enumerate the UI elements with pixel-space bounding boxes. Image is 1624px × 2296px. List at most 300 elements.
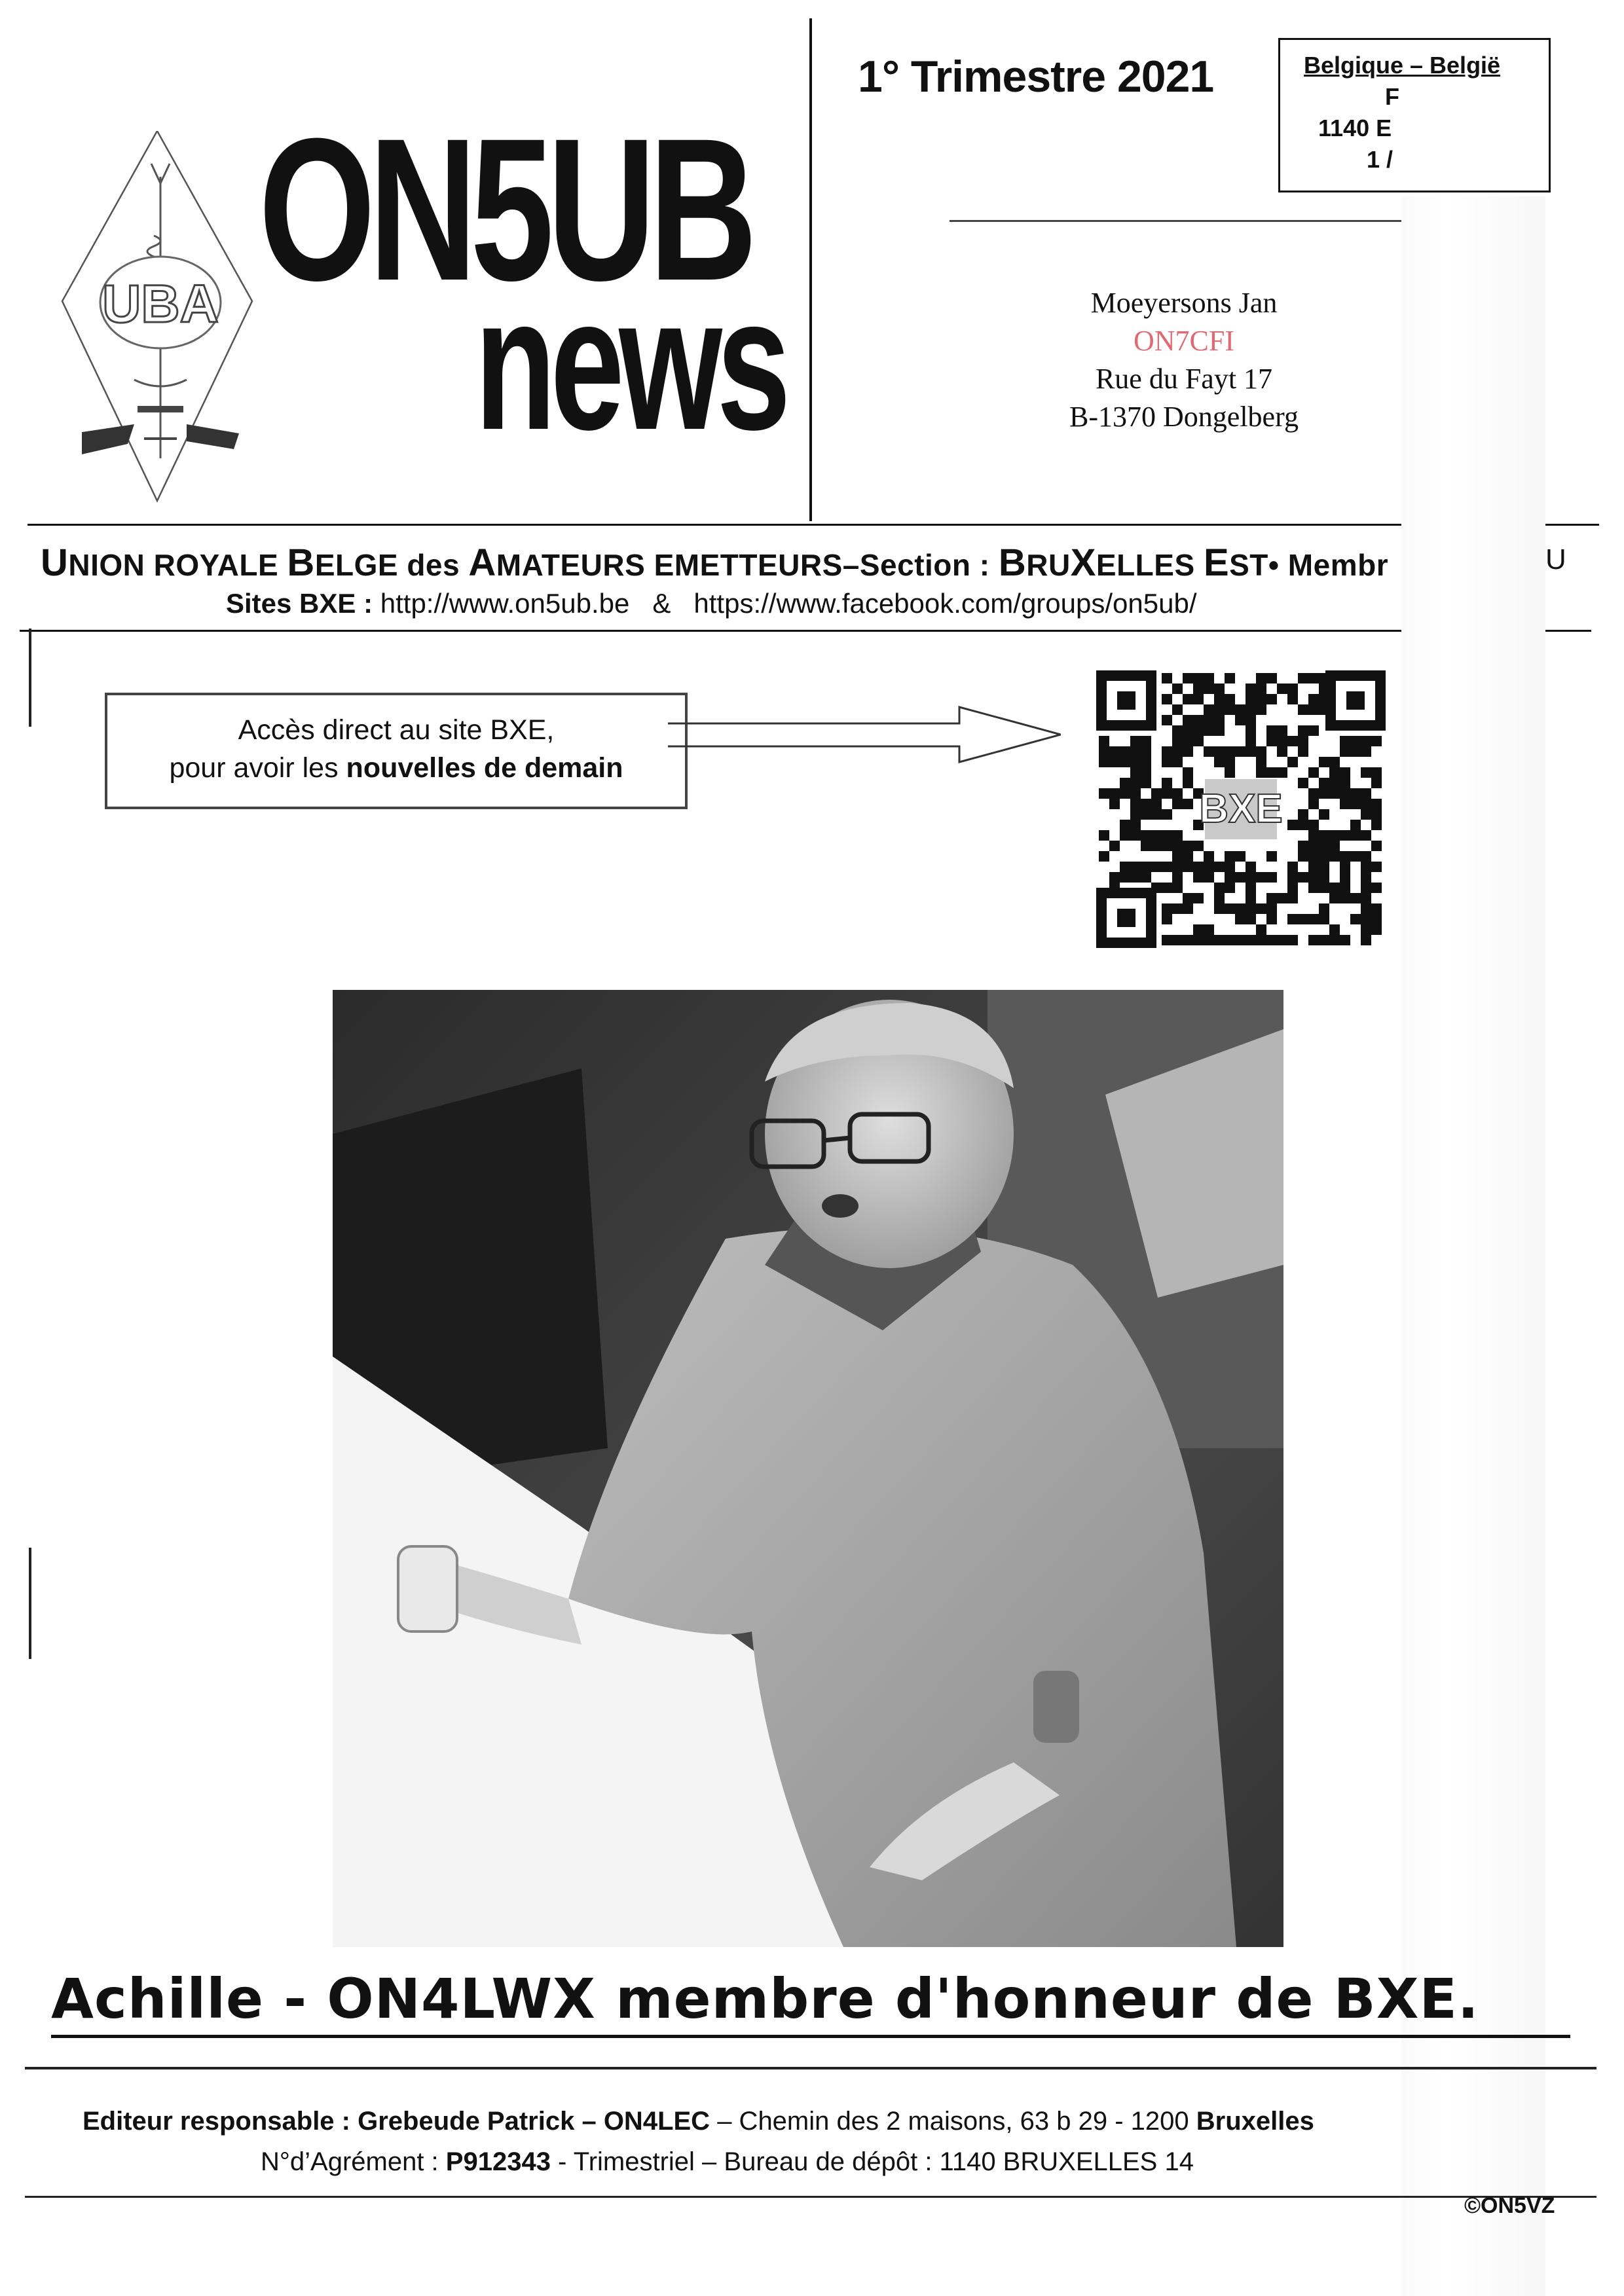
qr-module: [1266, 903, 1277, 914]
qr-module: [1120, 746, 1130, 757]
qr-module: [1162, 862, 1172, 872]
qr-module: [1350, 914, 1361, 924]
sites-ampersand: &: [652, 588, 671, 619]
qr-module: [1120, 862, 1130, 872]
qr-module: [1287, 683, 1298, 694]
qr-module: [1162, 715, 1172, 725]
recipient-name: Moeyersons Jan: [1090, 287, 1278, 319]
qr-module: [1298, 673, 1308, 683]
qr-module: [1308, 788, 1319, 799]
qr-code[interactable]: [1095, 669, 1387, 949]
qr-module: [1298, 841, 1308, 851]
recipient-callsign: ON7CFI: [1133, 325, 1235, 357]
qr-module: [1225, 757, 1235, 767]
qr-module: [1214, 694, 1225, 704]
qr-module: [1109, 788, 1120, 799]
qr-module: [1099, 746, 1109, 757]
qr-module: [1099, 736, 1109, 746]
qr-module: [1120, 820, 1130, 830]
qr-module: [1361, 799, 1371, 809]
qr-module: [1141, 746, 1151, 757]
qr-module: [1109, 872, 1120, 883]
qr-module: [1361, 924, 1371, 935]
footer-rule-top: [25, 2067, 1596, 2069]
qr-module: [1120, 757, 1130, 767]
qr-module: [1256, 683, 1266, 694]
qr-module: [1225, 903, 1235, 914]
qr-module: [1246, 893, 1256, 903]
qr-module: [1256, 694, 1266, 704]
qr-module: [1172, 862, 1183, 872]
qr-module: [1225, 673, 1235, 683]
qr-module: [1361, 809, 1371, 820]
banner-tail: U: [1545, 543, 1566, 575]
qr-module: [1162, 883, 1172, 893]
qr-module: [1183, 715, 1193, 725]
qr-module: [1120, 830, 1130, 841]
qr-module: [1151, 788, 1162, 799]
qr-module: [1183, 725, 1193, 736]
qr-module: [1141, 841, 1151, 851]
qr-module: [1298, 746, 1308, 757]
qr-module: [1319, 788, 1329, 799]
postage-line-1: Belgique – België: [1304, 52, 1501, 79]
qr-module: [1099, 788, 1109, 799]
qr-module: [1183, 903, 1193, 914]
qr-module: [1204, 704, 1214, 715]
qr-module: [1162, 673, 1172, 683]
qr-module: [1308, 872, 1319, 883]
section-banner-sites: [226, 588, 1197, 619]
qr-module: [1287, 935, 1298, 945]
qr-module: [1361, 830, 1371, 841]
qr-module: [1266, 767, 1277, 778]
section-banner-title: UNION ROYALE BELGE des AMATEURS EMETTEURS–Section : BRUXELLES EST• Membr: [41, 541, 1389, 584]
qr-module: [1361, 851, 1371, 862]
qr-module: [1172, 788, 1183, 799]
qr-module: [1246, 872, 1256, 883]
qr-module: [1214, 903, 1225, 914]
qr-module: [1130, 862, 1141, 872]
qr-module: [1340, 883, 1350, 893]
qr-module: [1151, 862, 1162, 872]
qr-module: [1371, 736, 1382, 746]
qr-module: [1162, 830, 1172, 841]
qr-module: [1141, 736, 1151, 746]
qr-module: [1308, 851, 1319, 862]
qr-module: [1235, 872, 1246, 883]
qr-module: [1172, 872, 1183, 883]
qr-module: [1141, 799, 1151, 809]
callout-line-1: Accès direct au site BXE,: [238, 714, 555, 746]
qr-module: [1308, 799, 1319, 809]
qr-module: [1266, 893, 1277, 903]
uba-logo-text: UBA: [102, 274, 219, 334]
qr-module: [1246, 704, 1256, 715]
postage-box: [1278, 38, 1551, 192]
qr-module: [1350, 746, 1361, 757]
qr-module: [1361, 903, 1371, 914]
qr-module: [1298, 778, 1308, 788]
qr-module: [1109, 841, 1120, 851]
postage-line-4: 1 /: [1367, 146, 1393, 173]
qr-module: [1204, 715, 1214, 725]
qr-module: [1162, 841, 1172, 851]
qr-module: [1172, 746, 1183, 757]
qr-module: [1130, 872, 1141, 883]
qr-module: [1256, 872, 1266, 883]
qr-module: [1151, 841, 1162, 851]
qr-module: [1361, 883, 1371, 893]
qr-module: [1319, 872, 1329, 883]
qr-module: [1371, 883, 1382, 893]
direct-access-callout: [105, 693, 688, 809]
qr-module: [1246, 935, 1256, 945]
recipient-city: B-1370 Dongelberg: [1069, 401, 1299, 433]
qr-module: [1308, 673, 1319, 683]
site-link-facebook[interactable]: https://www.facebook.com/groups/on5ub/: [693, 588, 1197, 619]
qr-module: [1193, 683, 1204, 694]
qr-module: [1141, 872, 1151, 883]
qr-module: [1162, 778, 1172, 788]
qr-module: [1329, 883, 1340, 893]
qr-module: [1371, 841, 1382, 851]
qr-module: [1308, 883, 1319, 893]
qr-module: [1214, 746, 1225, 757]
qr-module: [1141, 830, 1151, 841]
qr-module: [1130, 820, 1141, 830]
qr-module: [1130, 830, 1141, 841]
qr-module: [1214, 704, 1225, 715]
qr-module: [1361, 935, 1371, 945]
qr-module: [1235, 704, 1246, 715]
qr-module: [1340, 746, 1350, 757]
qr-module: [1193, 872, 1204, 883]
qr-module: [1256, 757, 1266, 767]
qr-module: [1099, 830, 1109, 841]
qr-module: [1183, 841, 1193, 851]
qr-module: [1277, 893, 1287, 903]
qr-module: [1172, 935, 1183, 945]
qr-module: [1361, 746, 1371, 757]
punch-mark-top: [29, 629, 31, 727]
qr-module: [1214, 683, 1225, 694]
masthead-news: news: [475, 257, 786, 469]
qr-module: [1371, 820, 1382, 830]
qr-module: [1172, 725, 1183, 736]
qr-module: [1193, 694, 1204, 704]
qr-module: [1225, 704, 1235, 715]
qr-module: [1371, 809, 1382, 820]
qr-module: [1204, 725, 1214, 736]
qr-module: [1371, 903, 1382, 914]
masthead-title: [259, 96, 809, 478]
qr-module: [1130, 746, 1141, 757]
qr-module: [1371, 924, 1382, 935]
qr-module: [1329, 767, 1340, 778]
qr-module: [1214, 725, 1225, 736]
recipient-address: [1014, 284, 1354, 436]
qr-module: [1371, 914, 1382, 924]
qr-module: [1319, 841, 1329, 851]
qr-module: [1256, 704, 1266, 715]
qr-module: [1225, 694, 1235, 704]
registration-line: N°d’Agrément : P912343 - Trimestriel – Bureau de dépôt : 1140 BRUXELLES 14: [261, 2147, 1194, 2176]
qr-module: [1099, 851, 1109, 862]
qr-module: [1225, 883, 1235, 893]
qr-module: [1193, 862, 1204, 872]
qr-module: [1298, 809, 1308, 820]
qr-module: [1193, 841, 1204, 851]
qr-module: [1109, 757, 1120, 767]
qr-module: [1109, 799, 1120, 809]
qr-module: [1361, 788, 1371, 799]
qr-module: [1340, 893, 1350, 903]
masthead-on5ub: ON5UB: [259, 96, 751, 323]
qr-module: [1204, 862, 1214, 872]
qr-module: [1266, 935, 1277, 945]
qr-module: [1266, 673, 1277, 683]
qr-module: [1130, 736, 1141, 746]
qr-module: [1183, 694, 1193, 704]
uba-logo: [56, 131, 259, 504]
qr-module: [1193, 935, 1204, 945]
qr-module: [1235, 746, 1246, 757]
qr-module: [1340, 851, 1350, 862]
qr-module: [1246, 725, 1256, 736]
qr-module: [1266, 736, 1277, 746]
address-rule: [950, 220, 1404, 222]
qr-module: [1319, 830, 1329, 841]
issue-period: 1° Trimestre 2021: [858, 52, 1214, 101]
qr-module: [1183, 862, 1193, 872]
qr-module: [1298, 872, 1308, 883]
qr-module: [1308, 820, 1319, 830]
qr-module: [1329, 924, 1340, 935]
qr-module: [1172, 851, 1183, 862]
qr-module: [1246, 683, 1256, 694]
qr-module: [1371, 767, 1382, 778]
qr-module: [1120, 872, 1130, 883]
qr-module: [1266, 725, 1277, 736]
qr-module: [1141, 809, 1151, 820]
qr-module: [1340, 830, 1350, 841]
qr-module: [1193, 725, 1204, 736]
qr-module: [1266, 872, 1277, 883]
qr-module: [1256, 767, 1266, 778]
qr-module: [1319, 809, 1329, 820]
qr-module: [1183, 778, 1193, 788]
qr-module: [1141, 778, 1151, 788]
qr-module: [1183, 893, 1193, 903]
qr-center-label: BXE: [1199, 786, 1283, 831]
qr-module: [1287, 872, 1298, 883]
qr-module: [1350, 820, 1361, 830]
qr-module: [1340, 788, 1350, 799]
qr-module: [1298, 851, 1308, 862]
qr-module: [1246, 914, 1256, 924]
qr-module: [1256, 673, 1266, 683]
qr-module: [1141, 757, 1151, 767]
qr-module: [1183, 736, 1193, 746]
qr-module: [1204, 924, 1214, 935]
qr-module: [1256, 924, 1266, 935]
qr-module: [1204, 683, 1214, 694]
qr-module: [1235, 715, 1246, 725]
qr-module: [1340, 736, 1350, 746]
portrait-photo: [333, 990, 1283, 1947]
qr-module: [1204, 673, 1214, 683]
qr-module: [1277, 725, 1287, 736]
qr-module: [1298, 704, 1308, 715]
qr-module: [1246, 883, 1256, 893]
qr-module: [1319, 778, 1329, 788]
qr-module: [1172, 841, 1183, 851]
qr-module: [1319, 851, 1329, 862]
qr-module: [1329, 757, 1340, 767]
banner-rule-bottom: [20, 630, 1591, 632]
qr-module: [1162, 788, 1172, 799]
qr-module: [1193, 924, 1204, 935]
qr-module: [1162, 757, 1172, 767]
qr-module: [1225, 935, 1235, 945]
qr-module: [1204, 746, 1214, 757]
qr-module: [1329, 841, 1340, 851]
qr-module: [1287, 862, 1298, 872]
qr-module: [1287, 893, 1298, 903]
qr-module: [1298, 725, 1308, 736]
qr-module: [1214, 893, 1225, 903]
qr-module: [1214, 862, 1225, 872]
qr-module: [1246, 746, 1256, 757]
recipient-street: Rue du Fayt 17: [1095, 363, 1273, 395]
qr-module: [1319, 903, 1329, 914]
qr-module: [1172, 883, 1183, 893]
qr-module: [1308, 830, 1319, 841]
qr-module: [1277, 935, 1287, 945]
qr-module: [1329, 778, 1340, 788]
qr-module: [1193, 673, 1204, 683]
banner-rule-top: [28, 524, 1599, 526]
qr-module: [1183, 851, 1193, 862]
qr-module: [1151, 799, 1162, 809]
qr-module: [1350, 788, 1361, 799]
qr-module: [1162, 914, 1172, 924]
qr-module: [1361, 736, 1371, 746]
qr-module: [1235, 851, 1246, 862]
qr-module: [1308, 862, 1319, 872]
qr-module: [1214, 883, 1225, 893]
site-link-on5ub[interactable]: http://www.on5ub.be: [380, 588, 630, 619]
qr-module: [1298, 820, 1308, 830]
qr-module: [1277, 746, 1287, 757]
qr-module: [1319, 883, 1329, 893]
qr-module: [1130, 778, 1141, 788]
qr-module: [1287, 736, 1298, 746]
qr-module: [1162, 903, 1172, 914]
qr-module: [1130, 757, 1141, 767]
qr-module: [1172, 799, 1183, 809]
qr-module: [1308, 841, 1319, 851]
callout-line-2: pour avoir les nouvelles de demain: [169, 752, 623, 784]
qr-module: [1214, 757, 1225, 767]
qr-module: [1225, 746, 1235, 757]
qr-module: [1361, 872, 1371, 883]
qr-module: [1319, 757, 1329, 767]
qr-module: [1225, 872, 1235, 883]
sites-label: Sites BXE :: [226, 588, 373, 619]
qr-module: [1235, 935, 1246, 945]
qr-module: [1350, 851, 1361, 862]
qr-module: [1287, 757, 1298, 767]
qr-module: [1193, 736, 1204, 746]
qr-module: [1172, 903, 1183, 914]
qr-module: [1130, 767, 1141, 778]
qr-module: [1246, 903, 1256, 914]
qr-module: [1340, 872, 1350, 883]
qr-module: [1329, 935, 1340, 945]
qr-module: [1371, 862, 1382, 872]
qr-module: [1277, 767, 1287, 778]
qr-module: [1350, 830, 1361, 841]
qr-module: [1109, 746, 1120, 757]
qr-module: [1162, 809, 1172, 820]
copyright-notice: ©ON5VZ: [1464, 2193, 1555, 2218]
qr-module: [1350, 736, 1361, 746]
qr-module: [1235, 903, 1246, 914]
qr-module: [1308, 914, 1319, 924]
qr-module: [1256, 746, 1266, 757]
qr-module: [1246, 736, 1256, 746]
qr-module: [1329, 830, 1340, 841]
qr-module: [1120, 788, 1130, 799]
qr-module: [1287, 694, 1298, 704]
qr-module: [1099, 757, 1109, 767]
qr-module: [1141, 862, 1151, 872]
qr-module: [1371, 778, 1382, 788]
footer-rule-bottom: [25, 2196, 1596, 2198]
qr-module: [1246, 862, 1256, 872]
qr-module: [1361, 862, 1371, 872]
qr-module: [1287, 883, 1298, 893]
qr-module: [1141, 767, 1151, 778]
qr-module: [1204, 851, 1214, 862]
qr-module: [1308, 725, 1319, 736]
qr-module: [1277, 683, 1287, 694]
qr-module: [1120, 778, 1130, 788]
publisher-line: Editeur responsable : Grebeude Patrick – ON4LEC – Chemin des 2 maisons, 63 b 29 - 1200 Bruxelles: [83, 2107, 1314, 2136]
qr-module: [1130, 788, 1141, 799]
qr-module: [1277, 736, 1287, 746]
header-divider: [809, 18, 812, 521]
qr-module: [1214, 715, 1225, 725]
qr-module: [1256, 903, 1266, 914]
qr-module: [1361, 767, 1371, 778]
qr-module: [1183, 767, 1193, 778]
qr-module: [1329, 893, 1340, 903]
qr-module: [1130, 809, 1141, 820]
qr-module: [1172, 757, 1183, 767]
qr-module: [1319, 862, 1329, 872]
qr-module: [1329, 851, 1340, 862]
qr-module: [1371, 799, 1382, 809]
qr-module: [1235, 914, 1246, 924]
qr-module: [1298, 736, 1308, 746]
qr-module: [1308, 767, 1319, 778]
qr-module: [1172, 704, 1183, 715]
cover-headline: Achille - ON4LWX membre d'honneur de BXE.: [51, 1967, 1570, 2038]
qr-module: [1214, 935, 1225, 945]
